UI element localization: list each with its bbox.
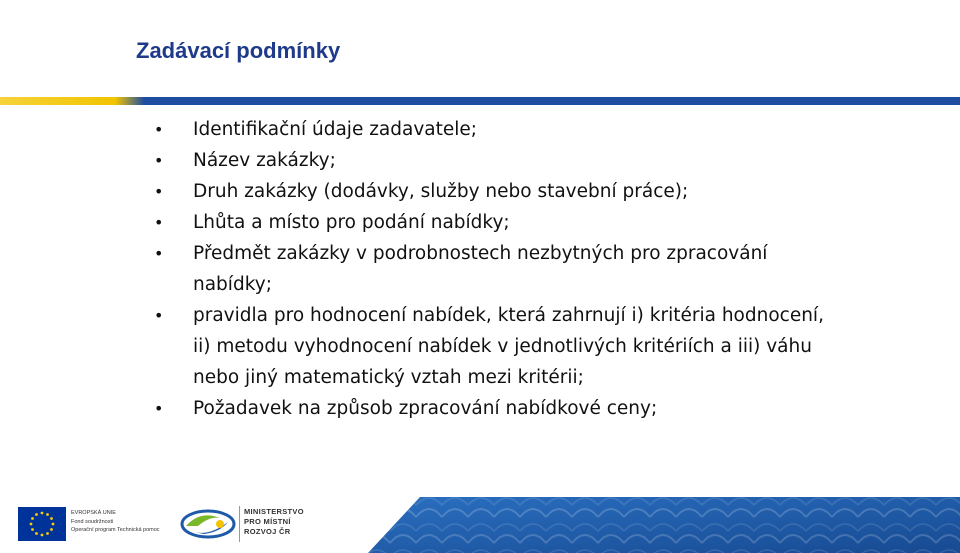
bullet-text: Druh zakázky (dodávky, služby nebo stavební práce); bbox=[193, 181, 689, 202]
bullet-dot-icon: • bbox=[154, 151, 164, 170]
ministry-logo-icon bbox=[180, 508, 236, 540]
bullet-item bbox=[150, 176, 830, 207]
bullet-dot-icon: • bbox=[154, 182, 164, 201]
bullet-text: Požadavek na způsob zpracování nabídkové ceny; bbox=[193, 398, 658, 419]
eu-line: Fond soudržnosti bbox=[71, 518, 114, 525]
bullet-text: pravidla pro hodnocení nabídek, která zahrnují i) kritéria hodnocení, ii) metodu vyhodnocení nabídek v jednotlivých kritériích a iii) váhu nebo jiný matematický vztah mezi kritérii; bbox=[193, 305, 824, 388]
title-underline-bar bbox=[0, 97, 960, 105]
bullet-dot-icon: • bbox=[154, 213, 164, 232]
ministry-line: MINISTERSTVO bbox=[244, 507, 304, 516]
eu-line: Operační program Technická pomoc bbox=[71, 527, 160, 533]
ministry-name-text bbox=[244, 507, 304, 537]
bullet-text: Název zakázky; bbox=[193, 150, 336, 171]
bullet-item bbox=[150, 393, 830, 424]
ministry-line: ROZVOJ ČR bbox=[244, 527, 291, 536]
bullet-text: Identifikační údaje zadavatele; bbox=[193, 119, 478, 140]
bullet-dot-icon: • bbox=[154, 244, 164, 263]
bullet-text: Předmět zakázky v podrobnostech nezbytných pro zpracování nabídky; bbox=[193, 243, 768, 295]
footer-divider bbox=[239, 506, 240, 542]
ministry-line: PRO MÍSTNÍ bbox=[244, 517, 291, 526]
eu-program-text bbox=[71, 509, 171, 535]
bullet-dot-icon: • bbox=[154, 306, 164, 325]
bullet-list bbox=[150, 114, 830, 424]
bullet-item bbox=[150, 207, 830, 238]
eu-flag-logo bbox=[18, 507, 66, 541]
bullet-item bbox=[150, 114, 830, 145]
bullet-item bbox=[150, 238, 830, 300]
bullet-item bbox=[150, 145, 830, 176]
slide-title: Zadávací podmínky bbox=[136, 38, 341, 63]
eu-line: EVROPSKÁ UNIE bbox=[71, 510, 116, 516]
bullet-item bbox=[150, 300, 830, 393]
bullet-dot-icon: • bbox=[154, 399, 164, 418]
bullet-dot-icon: • bbox=[154, 120, 164, 139]
bullet-text: Lhůta a místo pro podání nabídky; bbox=[193, 212, 510, 233]
